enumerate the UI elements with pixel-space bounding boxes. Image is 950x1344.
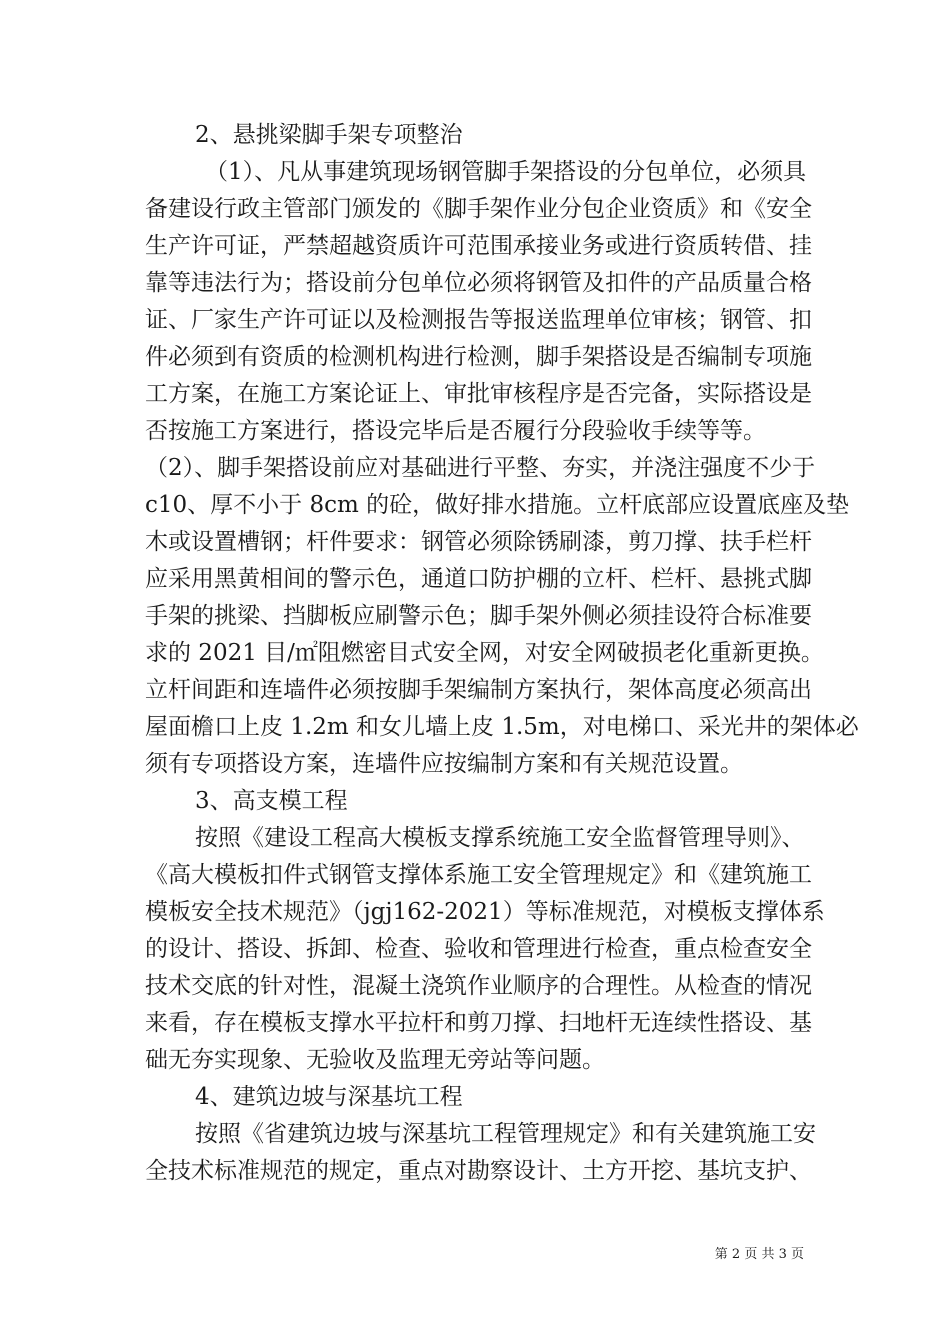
paragraph-line: 手架的挑梁、挡脚板应刷警示色；脚手架外侧必须挂设符合标准要 [145, 603, 812, 629]
paragraph-line: 础无夯实现象、无验收及监理无旁站等问题。 [145, 1047, 605, 1073]
paragraph-line: 备建设行政主管部门颁发的《脚手架作业分包企业资质》和《安全 [145, 196, 812, 222]
paragraph-line: 件必须到有资质的检测机构进行检测，脚手架搭设是否编制专项施 [145, 344, 812, 370]
paragraph-line: 求的 2021 目/㎡阻燃密目式安全网，对安全网破损老化重新更换。 [145, 640, 824, 666]
paragraph-line: 来看，存在模板支撑水平拉杆和剪刀撑、扫地杆无连续性搭设、基 [145, 1010, 812, 1036]
paragraph-line: 靠等违法行为；搭设前分包单位必须将钢管及扣件的产品质量合格 [145, 270, 812, 296]
paragraph-line: 否按施工方案进行，搭设完毕后是否履行分段验收手续等等。 [145, 418, 766, 444]
paragraph-line: （2）、脚手架搭设前应对基础进行平整、夯实，并浇注强度不少于 [145, 455, 816, 481]
section-heading-4: 4、建筑边坡与深基坑工程 [195, 1084, 463, 1110]
paragraph-line: （1）、凡从事建筑现场钢管脚手架搭设的分包单位，必须具 [205, 159, 807, 185]
paragraph-line: 按照《省建筑边坡与深基坑工程管理规定》和有关建筑施工安 [195, 1121, 816, 1147]
paragraph-line: 全技术标准规范的规定，重点对勘察设计、土方开挖、基坑支护、 [145, 1158, 812, 1184]
section-heading-2: 2、悬挑梁脚手架专项整治 [195, 122, 463, 148]
paragraph-line: c10、厚不小于 8cm 的砼，做好排水措施。立杆底部应设置底座及垫 [145, 492, 850, 518]
paragraph-line: 立杆间距和连墙件必须按脚手架编制方案执行，架体高度必须高出 [145, 677, 812, 703]
paragraph-line: 技术交底的针对性，混凝土浇筑作业顺序的合理性。从检查的情况 [145, 973, 812, 999]
paragraph-line: 的设计、搭设、拆卸、检查、验收和管理进行检查，重点检查安全 [145, 936, 812, 962]
page-number-footer: 第 2 页 共 3 页 [714, 1247, 804, 1262]
paragraph-line: 按照《建设工程高大模板支撑系统施工安全监督管理导则》、 [195, 825, 805, 851]
paragraph-line: 模板安全技术规范》（jgj162-2021）等标准规范，对模板支撑体系 [145, 899, 825, 925]
paragraph-line: 屋面檐口上皮 1.2m 和女儿墙上皮 1.5m，对电梯口、采光井的架体必 [145, 714, 859, 740]
paragraph-line: 工方案，在施工方案论证上、审批审核程序是否完备，实际搭设是 [145, 381, 812, 407]
section-heading-3: 3、高支模工程 [195, 788, 348, 814]
paragraph-line: 应采用黑黄相间的警示色，通道口防护棚的立杆、栏杆、悬挑式脚 [145, 566, 812, 592]
paragraph-line: 生产许可证，严禁超越资质许可范围承接业务或进行资质转借、挂 [145, 233, 812, 259]
paragraph-line: 《高大模板扣件式钢管支撑体系施工安全管理规定》和《建筑施工 [145, 862, 812, 888]
paragraph-line: 木或设置槽钢；杆件要求：钢管必须除锈刷漆，剪刀撑、扶手栏杆 [145, 529, 812, 555]
paragraph-line: 须有专项搭设方案，连墙件应按编制方案和有关规范设置。 [145, 751, 743, 777]
paragraph-line: 证、厂家生产许可证以及检测报告等报送监理单位审核；钢管、扣 [145, 307, 812, 333]
